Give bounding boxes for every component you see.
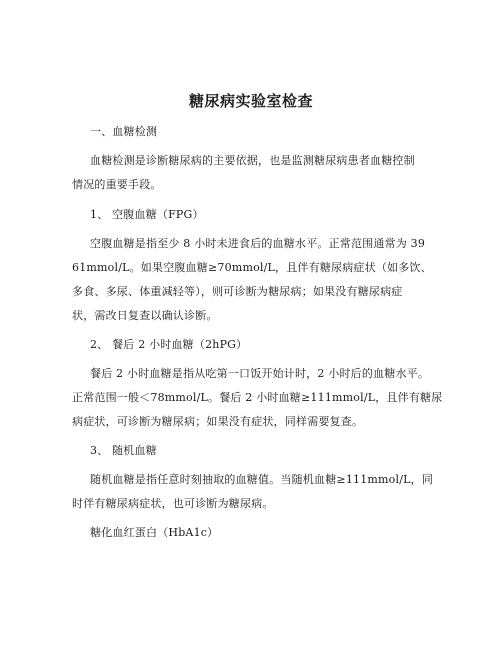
paragraph-line: 多食、多尿、体重减轻等），则可诊断为糖尿病；如果没有糖尿病症 (72, 285, 403, 298)
section-heading: 一、血糖检测 (90, 125, 158, 138)
document-title: 糖尿病实验室检查 (188, 92, 313, 110)
paragraph-line: 时伴有糖尿病症状，也可诊断为糖尿病。 (72, 497, 274, 510)
item-heading: 2、 餐后 2 小时血糖（2hPG） (90, 338, 248, 351)
paragraph-line: 情况的重要手段。 (72, 178, 162, 191)
item-heading: 3、 随机血糖 (90, 444, 157, 457)
paragraph-line: 血糖检测是诊断糖尿病的主要依据，也是监测糖尿病患者血糖控制 (90, 154, 415, 167)
paragraph-line: 61mmol/L。如果空腹血糖≥70mmol/L，且伴有糖尿病症状（如多饮、 (72, 261, 432, 274)
paragraph-line: 随机血糖是指任意时刻抽取的血糖值。当随机血糖≥111mmol/L，同 (90, 473, 434, 486)
paragraph-line: 餐后 2 小时血糖是指从吃第一口饭开始计时，2 小时后的血糖水平。 (90, 367, 430, 380)
item-heading: 糖化血红蛋白（HbA1c） (90, 526, 219, 539)
paragraph-line: 病症状，可诊断为糖尿病；如果没有症状，同样需要复查。 (72, 415, 364, 428)
paragraph-line: 状，需改日复查以确认诊断。 (72, 309, 218, 322)
item-heading: 1、 空腹血糖（FPG） (90, 208, 204, 221)
paragraph-line: 空腹血糖是指至少 8 小时未进食后的血糖水平。正常范围通常为 39 (90, 237, 426, 250)
paragraph-line: 正常范围一般＜78mmol/L。餐后 2 小时血糖≥111mmol/L，且伴有糖尿 (72, 391, 443, 404)
